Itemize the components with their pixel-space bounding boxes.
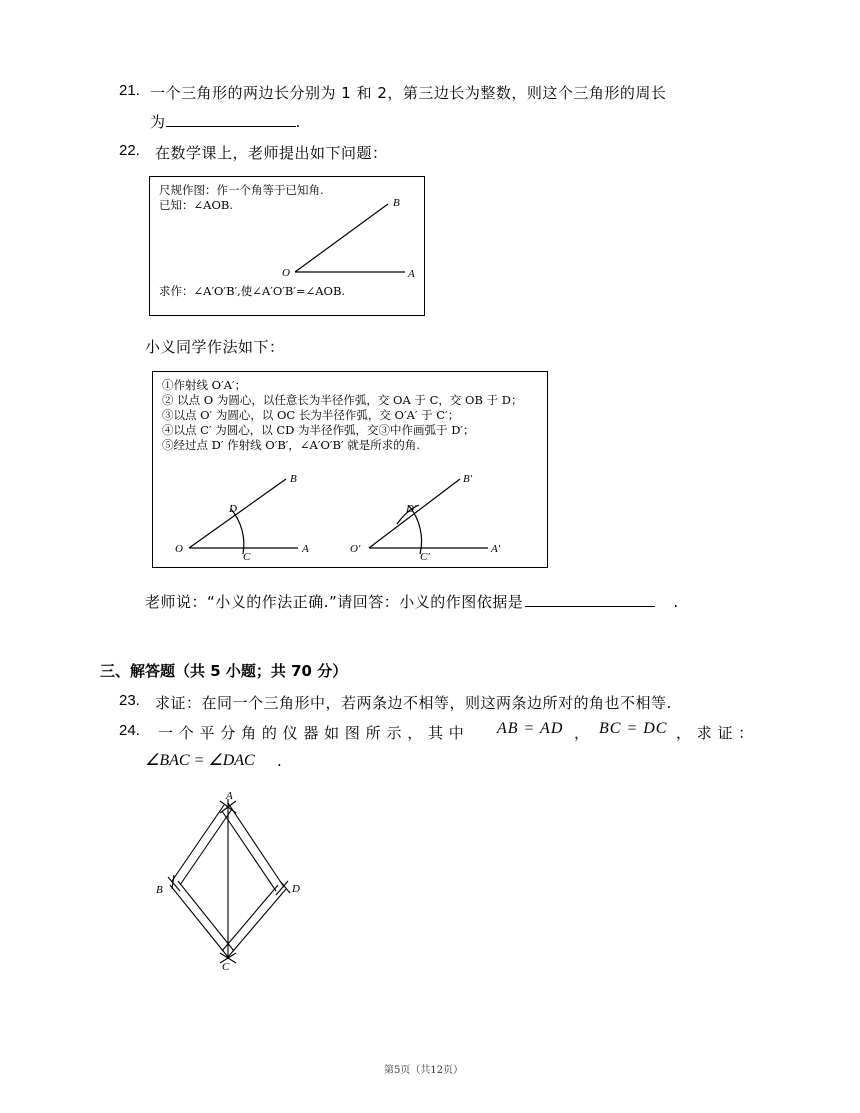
construction-figure	[153, 372, 547, 567]
teacher-text: 老师说：“小义的作法正确.”请回答：小义的作图依据是	[145, 593, 524, 611]
q23-number: 23.	[119, 692, 140, 709]
section-title: 三、解答题（共 5 小题；共 70 分）	[100, 662, 348, 680]
step-1: ①作射线 O′A′；	[162, 378, 247, 392]
q24-number: 24.	[119, 722, 140, 739]
q24-text-b: ， 求 证 ：	[676, 724, 754, 742]
q24-math-bc-dc: BC = DC	[599, 720, 668, 737]
teacher-statement	[145, 590, 679, 612]
right-label-B: B′	[463, 473, 473, 485]
q24-sep: ，	[574, 724, 590, 742]
label-A: A	[408, 268, 415, 280]
q22-end: .	[673, 593, 679, 611]
right-label-C: C′	[420, 551, 430, 563]
page-footer: 第5页（共12页）	[384, 1065, 464, 1076]
q24-math-angles: ∠BAC = ∠DAC	[145, 752, 255, 769]
right-label-A: A′	[491, 543, 501, 555]
problem-box	[149, 176, 425, 316]
q21-continuation	[150, 110, 301, 132]
left-label-D: D	[229, 503, 237, 515]
q23-text: 求证：在同一个三角形中，若两条边不相等，则这两条边所对的角也不相等.	[155, 694, 672, 712]
step-2: ② 以点 O 为圆心，以任意长为半径作弧，交 OA 于 C，交 OB 于 D；	[162, 393, 523, 407]
q21-answer-blank[interactable]	[166, 110, 296, 127]
instrument-label-C: C	[222, 961, 230, 973]
q24-end: .	[277, 752, 283, 770]
step-5: ⑤经过点 D′ 作射线 O′B′，∠A′O′B′ 就是所求的角.	[162, 438, 420, 452]
box1-line1: 尺规作图：作一个角等于已知角.	[159, 183, 324, 197]
instrument-label-A: A	[226, 790, 233, 802]
left-label-C: C	[243, 551, 251, 563]
q24-text-a: 一 个 平 分 角 的 仪 器 如 图 所 示 ， 其 中	[158, 724, 465, 742]
q22-answer-blank[interactable]	[525, 590, 655, 607]
q22-text: 在数学课上，老师提出如下问题：	[155, 144, 388, 162]
left-label-B: B	[290, 473, 297, 485]
right-label-D: D′	[406, 503, 417, 515]
right-label-O: O′	[350, 543, 361, 555]
box1-line2: 已知：∠AOB.	[159, 198, 233, 212]
left-label-O: O	[175, 543, 183, 555]
q24-math-ab-ad: AB = AD	[497, 720, 564, 737]
step-4: ④以点 C′ 为圆心，以 CD 为半径作弧，交③中作画弧于 D′；	[162, 423, 475, 437]
q22-number: 22.	[119, 142, 140, 159]
instrument-label-B: B	[156, 884, 163, 896]
q21-end: .	[295, 113, 301, 131]
step-3: ③以点 O′ 为圆心，以 OC 长为半径作弧，交 O′A′ 于 C′；	[162, 408, 460, 422]
box1-line3: 求作：∠A′O′B′,使∠A′O′B′=∠AOB.	[159, 284, 346, 298]
angle-aob-figure	[150, 177, 424, 315]
student-intro: 小义同学作法如下：	[145, 338, 285, 356]
q21-text: 一个三角形的两边长分别为 1 和 2，第三边长为整数，则这个三角形的周长	[150, 84, 667, 102]
q21-cont-text: 为	[150, 113, 166, 131]
construction-box	[152, 371, 548, 568]
left-label-A: A	[302, 543, 309, 555]
angle-bisector-instrument-figure	[150, 785, 310, 975]
label-B: B	[393, 197, 400, 209]
q21-number: 21.	[119, 82, 140, 99]
label-O: O	[282, 267, 290, 279]
instrument-label-D: D	[292, 883, 300, 895]
